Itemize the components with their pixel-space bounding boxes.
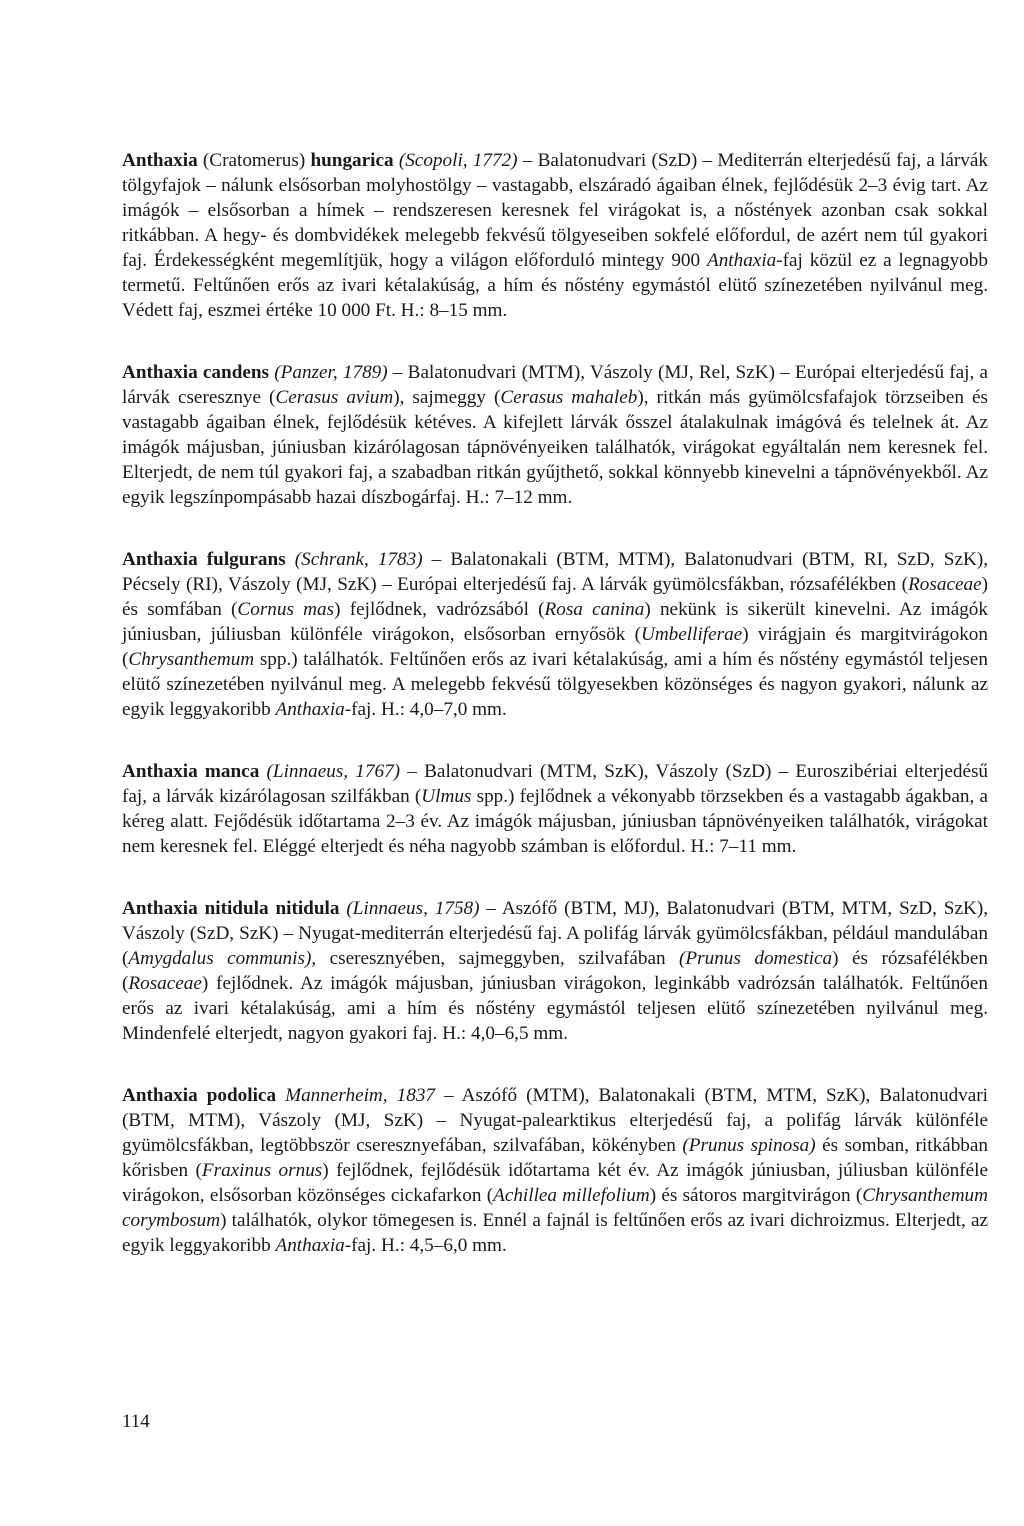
body-text bbox=[259, 761, 266, 782]
italic-text: (Linnaeus, 1758) bbox=[346, 898, 480, 919]
italic-text: Mannerheim, 1837 bbox=[285, 1085, 436, 1106]
italic-text: Amygdalus communis), bbox=[128, 948, 317, 969]
entry-anthaxia-candens bbox=[122, 360, 988, 510]
species-name: Anthaxia nitidula nitidula bbox=[122, 898, 340, 919]
italic-text: Anthaxia bbox=[275, 699, 345, 720]
body-text: -faj közül ez a legnagyobb termetű. Feltűnően erős az ivari kétalakúság, a hím és nőstény egymástól elütő színezetében nyilvánul meg. Védett faj, eszmei értéke 10 000 Ft. H.: 8–15 mm. bbox=[122, 250, 988, 321]
species-name: Anthaxia bbox=[122, 150, 198, 171]
italic-text: Chrysanthemum bbox=[128, 649, 255, 670]
italic-text: Fraxinus ornus bbox=[201, 1160, 323, 1181]
italic-text: (Prunus domestica bbox=[679, 948, 833, 969]
italic-text: Anthaxia bbox=[275, 1235, 345, 1256]
italic-text: (Prunus spinosa) bbox=[682, 1135, 816, 1156]
body-text: (Cratomerus) bbox=[197, 150, 311, 171]
italic-text: Umbelliferae bbox=[640, 624, 743, 645]
body-text bbox=[276, 1085, 285, 1106]
body-text: – Aszófő (MTM), Balatonakali (BTM, MTM, SzK), Balatonudvari (BTM, MTM), Vászoly (MJ, SzK) – Nyugat-palearktikus elterjedésű faj, a polifág lárvák különféle gyümölcsfákban, legtöbbször cseresznyefában, szilvafában, kökényben bbox=[122, 1085, 989, 1156]
body-text: ) és somfában ( bbox=[122, 574, 988, 620]
body-text: spp.) fejlődnek a vékonyabb törzsekben és a vastagabb ágakban, a kéreg alatt. Fejődésük időtartama 2–3 év. Az imágók májusban, júniusban tápnövényeiken találhatók, virágokat nem keresnek fel. Eléggé elterjedt és néha nagyobb számban is előfordul. H.: 7–11 mm. bbox=[122, 786, 988, 857]
entry-anthaxia-nitidula bbox=[122, 896, 988, 1046]
entry-anthaxia-hungarica bbox=[122, 148, 988, 323]
body-text bbox=[286, 549, 295, 570]
body-text: ) és rózsafélékben ( bbox=[122, 948, 989, 994]
body-text: – Balatonakali (BTM, MTM), Balatonudvari (BTM, RI, SzD, SzK), Pécsely (RI), Vászoly (MJ, SzK) – Európai elterjedésű faj. A lárvák gyümölcsfákban, rózsafélékben ( bbox=[122, 549, 989, 595]
body-text: ) és sátoros margitvirágon ( bbox=[649, 1185, 863, 1206]
species-name: Anthaxia fulgurans bbox=[122, 549, 286, 570]
italic-text: (Linnaeus, 1767) bbox=[266, 761, 401, 782]
italic-text: (Scopoli, 1772) bbox=[398, 150, 518, 171]
species-name: Anthaxia podolica bbox=[122, 1085, 277, 1106]
body-text: ) találhatók, olykor tömegesen is. Ennél a fajnál is feltűnően erős az ivari dichroizmus. Elterjedt, az egyik leggyakoribb bbox=[122, 1210, 988, 1256]
italic-text: Rosa canina bbox=[544, 599, 645, 620]
italic-text: Rosaceae bbox=[908, 574, 982, 595]
italic-text: Ulmus bbox=[421, 786, 472, 807]
body-text: ), sajmeggy ( bbox=[393, 387, 501, 408]
italic-text: Rosaceae bbox=[128, 973, 202, 994]
page-number: 114 bbox=[122, 1411, 150, 1432]
species-name: Anthaxia manca bbox=[122, 761, 260, 782]
body-text: -faj. H.: 4,0–7,0 mm. bbox=[344, 699, 507, 720]
body-text: ) fejlődnek, fejlődésük időtartama két év. Az imágók júniusban, júliusban különféle virágokon, elsősorban közönséges cickafarkon ( bbox=[122, 1160, 989, 1206]
entry-anthaxia-fulgurans bbox=[122, 547, 988, 722]
body-text: cseresznyében, sajmeggyben, szilvafában bbox=[316, 948, 680, 969]
body-text: ), ritkán más gyümölcsfafajok törzseiben és vastagabb ágaiban élnek, fejlődésük kétéves. A kifejlett lárvák ősszel átalakulnak imágóvá és telelnek át. Az imágók májusban, júniusban kizárólagosan tápnövényeiken találhatók, virágokat egyáltalán nem keresnek fel. Elterjedt, de nem túl gyakori faj, a szabadban ritkán gyűjthető, sokkal könnyebb kinevelni a tápnövényekből. Az egyik legszínpompásabb hazai díszbogárfaj. H.: 7–12 mm. bbox=[122, 387, 988, 508]
entry-anthaxia-podolica bbox=[122, 1083, 988, 1258]
species-name: hungarica bbox=[310, 150, 394, 171]
body-text: – Balatonudvari (MTM), Vászoly (MJ, Rel, SzK) – Európai elterjedésű faj, a lárvák cseresznye ( bbox=[122, 362, 989, 408]
italic-text: (Schrank, 1783) bbox=[294, 549, 423, 570]
body-text: – Aszófő (BTM, MJ), Balatonudvari (BTM, MTM, SzD, SzK), Vászoly (SzD, SzK) – Nyugat-mediterrán elterjedésű faj. A polifág lárvák gyümölcsfákban, például mandulában ( bbox=[122, 898, 989, 969]
body-text: ) nekünk is sikerült kinevelni. Az imágók júniusban, júliusban különféle virágokon, elsősorban ernyősök ( bbox=[122, 599, 988, 645]
body-text: ) fejlődnek. Az imágók májusban, júniusban virágokon, leginkább vadrózsán találhatók. Feltűnően erős az ivari kétalakúság, ami a hím és nőstény egymástól teljesen elütő színezetében nyilvánul meg. Mindenfelé elterjedt, nagyon gyakori faj. H.: 4,0–6,5 mm. bbox=[122, 973, 988, 1044]
body-text: – Balatonudvari (SzD) – Mediterrán elterjedésű faj, a lárvák tölgyfajok – nálunk elsősorban molyhostölgy – vastagabb, elszáradó ágaiban élnek, fejlődésük 2–3 évig tart. Az imágók – elsősorban a hímek – rendszeresen keresnek fel virágokat is, a nőstények azonban csak sokkal ritkábban. A hegy- és dombvidékek melegebb fekvésű tölgyeseiben sokfelé előfordul, de azért nem túl gyakori faj. Érdekességként megemlítjük, hogy a világon előforduló mintegy 900 bbox=[122, 150, 988, 271]
italic-text: Cerasus mahaleb bbox=[500, 387, 638, 408]
entry-anthaxia-manca bbox=[122, 759, 988, 859]
body-text: és somban, ritkábban kőrisben ( bbox=[122, 1135, 988, 1181]
species-name: Anthaxia candens bbox=[122, 362, 270, 383]
italic-text: Chrysanthemum corymbosum bbox=[122, 1185, 988, 1231]
italic-text: Cornus mas bbox=[237, 599, 335, 620]
italic-text: Anthaxia bbox=[706, 250, 777, 271]
italic-text: Cerasus avium bbox=[275, 387, 394, 408]
body-text: – Balatonudvari (MTM, SzK), Vászoly (SzD) – Euroszibériai elterjedésű faj, a lárvák kizárólagosan szilfákban ( bbox=[122, 761, 989, 807]
body-text: spp.) találhatók. Feltűnően erős az ivari kétalakúság, ami a hím és nőstény egymástól teljesen elütő színezetében nyilvánul meg. A melegebb fekvésű tölgyesekben közönséges és nagyon gyakori, nálunk az egyik leggyakoribb bbox=[122, 649, 988, 720]
italic-text: Achillea millefolium bbox=[493, 1185, 650, 1206]
body-text: ) virágjain és margitvirágokon ( bbox=[122, 624, 988, 670]
italic-text: (Panzer, 1789) bbox=[274, 362, 388, 383]
body-text: ) fejlődnek, vadrózsából ( bbox=[334, 599, 545, 620]
page-body bbox=[122, 148, 988, 1295]
body-text: -faj. H.: 4,5–6,0 mm. bbox=[344, 1235, 507, 1256]
